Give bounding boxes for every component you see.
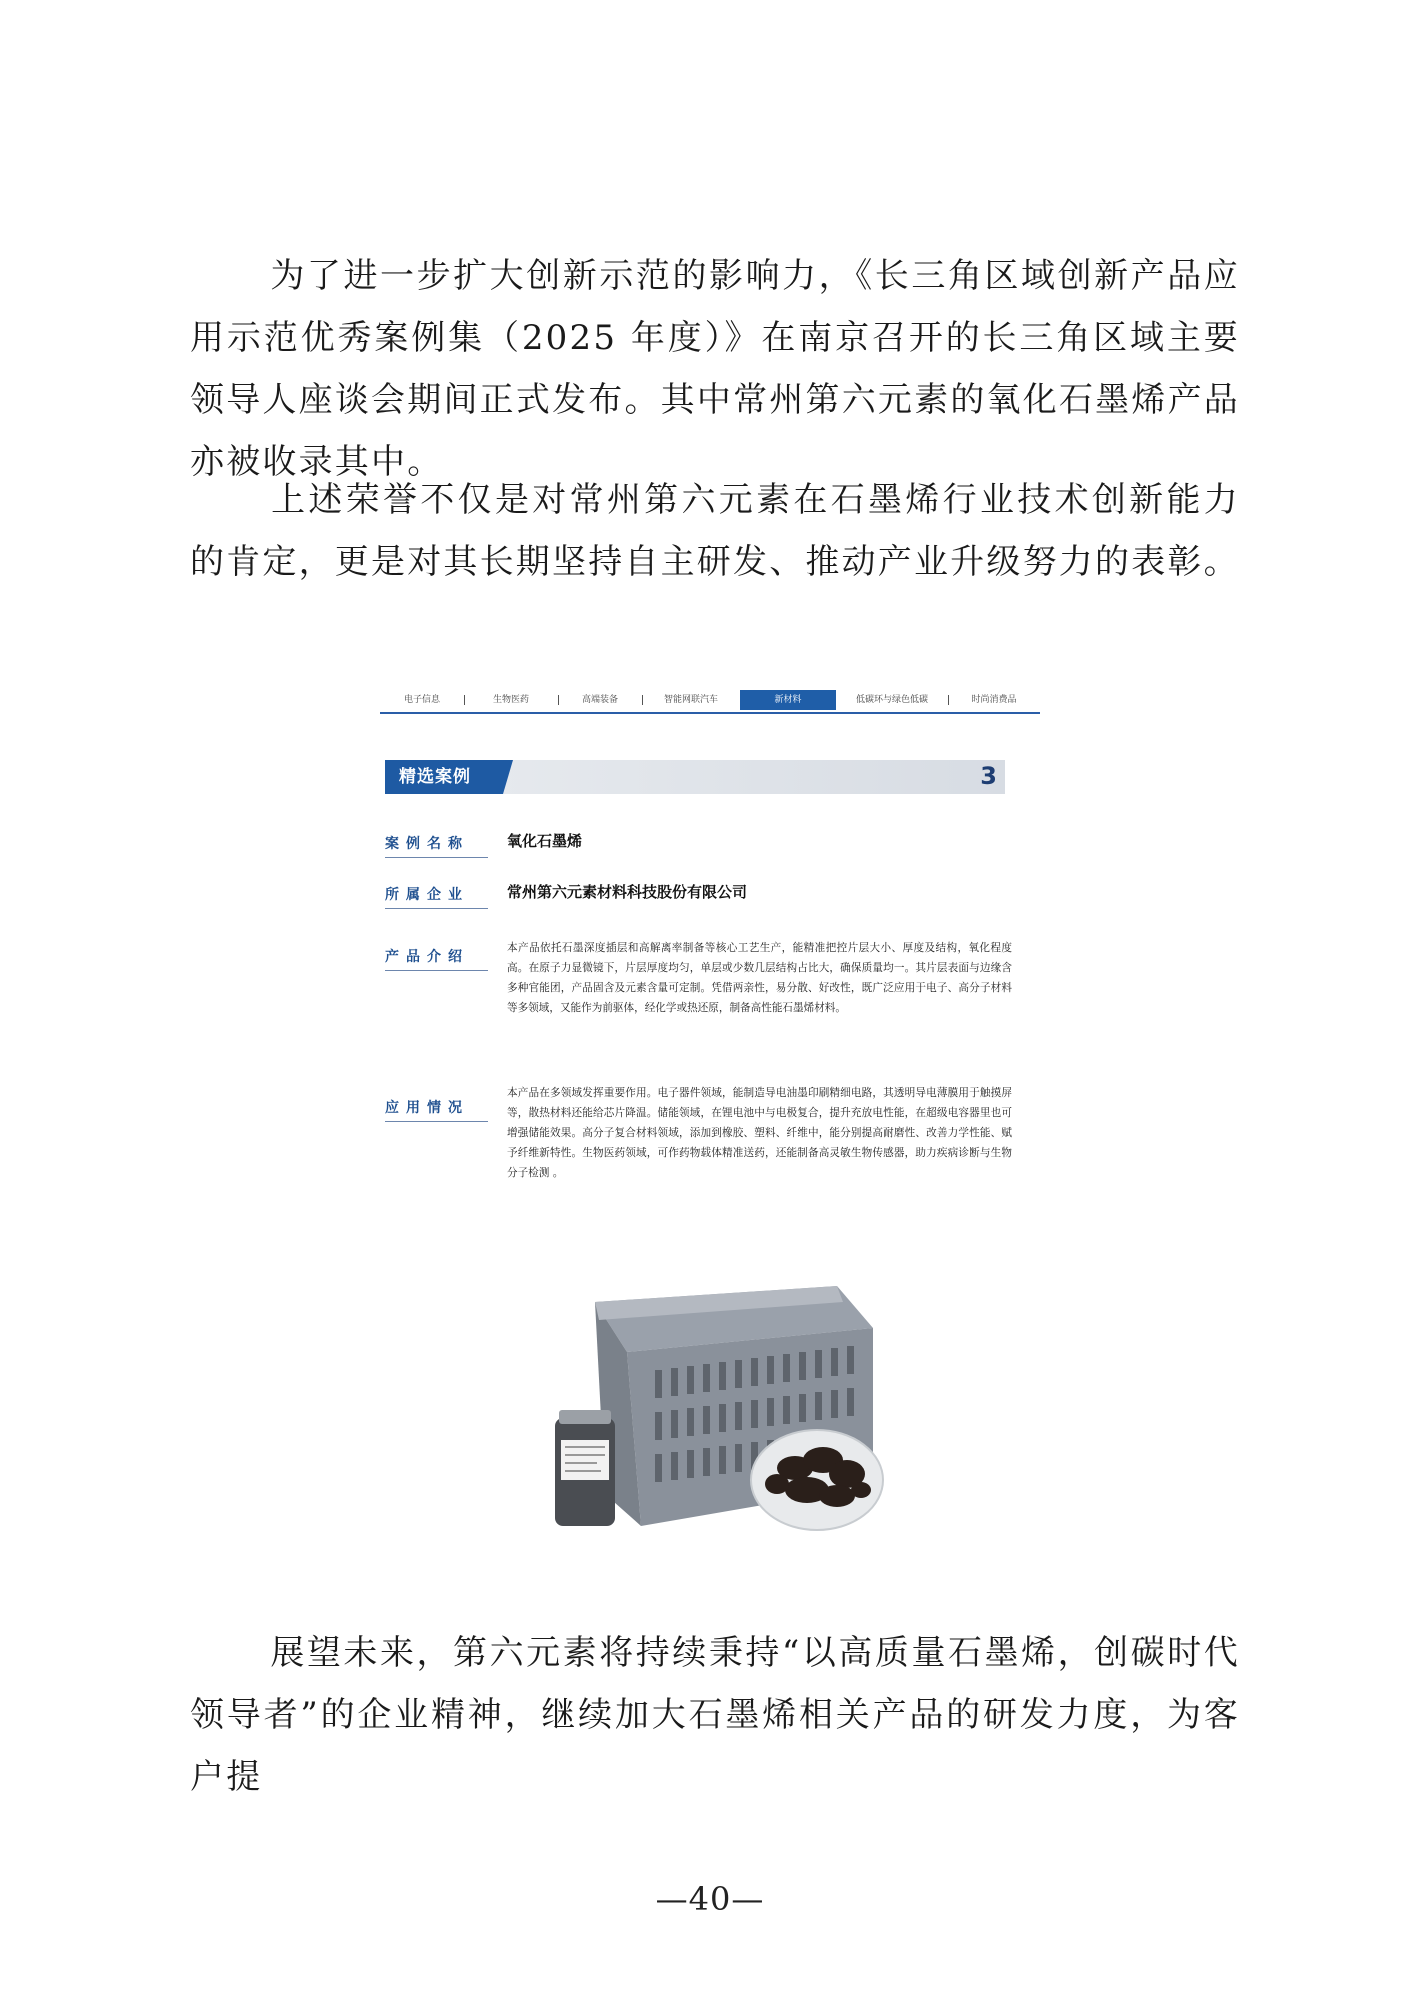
case-figure	[380, 690, 1040, 1590]
paragraph-2: 上述荣誉不仅是对常州第六元素在石墨烯行业技术创新能力的肯定，更是对其长期坚持自主研发、推动产业升级努力的表彰。	[190, 480, 1240, 582]
case-name-label: 案例名称	[385, 833, 488, 858]
section-label: 精选案例	[385, 760, 503, 794]
tab-new-materials: 新材料	[740, 690, 836, 710]
tab-biomedicine: 生物医药	[464, 690, 558, 710]
category-tabs	[380, 690, 1040, 714]
company-label: 所属企业	[385, 884, 488, 909]
application-text: 本产品在多领域发挥重要作用。电子器件领域，能制造导电油墨印刷精细电路，其透明导电薄膜用于触摸屏等，散热材料还能给芯片降温。储能领域，在锂电池中与电极复合，提升充放电性能，在超级电容器里也可增强储能效果。高分子复合材料领域，添加到橡胶、塑料、纤维中，能分别提高耐磨性、改善力学性能、赋予纤维新特性。生物医药领域，可作药物载体精准送药，还能制备高灵敏生物传感器，助力疾病诊断与生物分子检测 。	[507, 1087, 1012, 1179]
company-name: 常州第六元素材料科技股份有限公司	[507, 883, 748, 901]
paragraph-1: 为了进一步扩大创新示范的影响力，《长三角区域创新产品应用示范优秀案例集（2025 年度）》在南京召开的长三角区域主要领导人座谈会期间正式发布。其中常州第六元素的氧化石墨烯产品亦被收录其中。	[190, 256, 1240, 482]
page-number: —40—	[655, 1880, 765, 1918]
case-name: 氧化石墨烯	[507, 832, 583, 850]
intro-label: 产品介绍	[385, 946, 488, 971]
tab-vehicles: 智能网联汽车	[642, 690, 740, 710]
product-photo-icon	[555, 1268, 885, 1538]
section-number: 3	[980, 762, 997, 790]
tab-consumer-goods: 时尚消费品	[948, 690, 1040, 710]
tab-equipment: 高端装备	[558, 690, 642, 710]
tab-electronics: 电子信息	[403, 695, 440, 705]
paragraph-3: 展望未来，第六元素将持续秉持“以高质量石墨烯，创碳时代领导者”的企业精神，继续加大石墨烯相关产品的研发力度，为客户提	[190, 1633, 1240, 1797]
section-banner	[385, 760, 1005, 794]
tab-low-carbon: 低碳环与绿色低碳	[855, 695, 928, 705]
intro-text: 本产品依托石墨深度插层和高解离率制备等核心工艺生产，能精准把控片层大小、厚度及结构，氧化程度高。在原子力显微镜下，片层厚度均匀，单层或少数几层结构占比大，确保质量均一。其片层表面与边缘含多种官能团，产品固含及元素含量可定制。凭借两亲性，易分散、好改性，既广泛应用于电子、高分子材料等多领域，又能作为前驱体，经化学或热还原，制备高性能石墨烯材料。	[507, 942, 1012, 1014]
application-label: 应用情况	[385, 1097, 488, 1122]
